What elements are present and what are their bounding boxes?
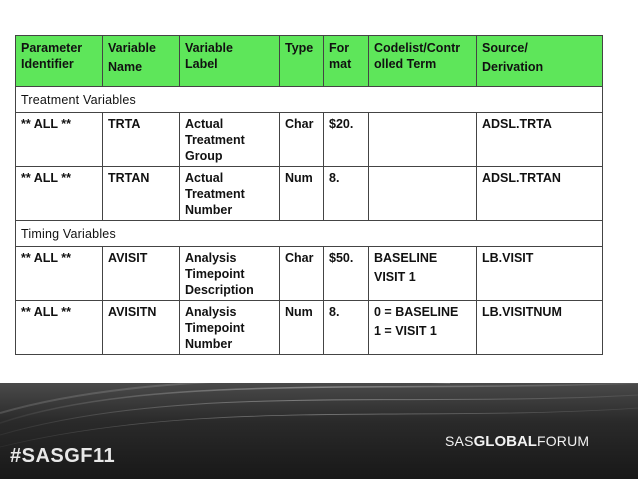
- cell-codelist: [369, 167, 477, 221]
- table-row: [16, 247, 603, 301]
- cell-format: $50.: [324, 247, 369, 301]
- cell-source: ADSL.TRTA: [477, 113, 603, 167]
- cell-variable-name: TRTA: [103, 113, 180, 167]
- header-line: Parameter: [21, 41, 83, 55]
- header-line: Identifier: [21, 57, 74, 71]
- cell-codelist: [369, 301, 477, 355]
- cell-type: Char: [280, 247, 324, 301]
- cell-format: $20.: [324, 113, 369, 167]
- cell-variable-name: TRTAN: [103, 167, 180, 221]
- cell-parameter: ** ALL **: [16, 301, 103, 355]
- section-row: [16, 221, 603, 247]
- header-line: Type: [285, 41, 314, 55]
- header-line: For: [329, 41, 350, 55]
- footer-band: [0, 383, 638, 479]
- cell-parameter: ** ALL **: [16, 247, 103, 301]
- header-line: Name: [108, 60, 143, 74]
- col-header-format: [324, 36, 369, 87]
- cell-variable-name: AVISIT: [103, 247, 180, 301]
- cell-parameter: ** ALL **: [16, 167, 103, 221]
- cell-variable-label: Analysis Timepoint Description: [180, 247, 280, 301]
- col-header-type: [280, 36, 324, 87]
- header-line: Variable: [185, 41, 233, 55]
- cell-parameter: ** ALL **: [16, 113, 103, 167]
- col-header-variable-name: [103, 36, 180, 87]
- cell-type: Num: [280, 167, 324, 221]
- cell-format: 8.: [324, 167, 369, 221]
- header-row: [16, 36, 603, 87]
- header-line: Source/: [482, 41, 528, 55]
- cell-variable-label: Actual Treatment Group: [180, 113, 280, 167]
- cell-source: ADSL.TRTAN: [477, 167, 603, 221]
- logo-text: SAS: [445, 433, 474, 449]
- section-title: Timing Variables: [16, 221, 603, 247]
- table-row: [16, 167, 603, 221]
- section-row: [16, 87, 603, 113]
- cell-type: Char: [280, 113, 324, 167]
- cell-codelist: [369, 113, 477, 167]
- logo-text: FORUM: [536, 433, 590, 449]
- header-line: Label: [185, 57, 218, 71]
- cell-format: 8.: [324, 301, 369, 355]
- cell-source: LB.VISITNUM: [477, 301, 603, 355]
- header-line: olled Term: [374, 57, 437, 71]
- codelist-line: 0 = BASELINE: [374, 305, 459, 319]
- cell-source: LB.VISIT: [477, 247, 603, 301]
- codelist-line: 1 = VISIT 1: [374, 324, 437, 338]
- table-row: [16, 113, 603, 167]
- cell-variable-label: Actual Treatment Number: [180, 167, 280, 221]
- col-header-source-derivation: [477, 36, 603, 87]
- section-title: Treatment Variables: [16, 87, 603, 113]
- col-header-variable-label: [180, 36, 280, 87]
- cell-codelist: [369, 247, 477, 301]
- header-line: Variable: [108, 41, 156, 55]
- cell-variable-label: Analysis Timepoint Number: [180, 301, 280, 355]
- header-line: Codelist/Contr: [374, 41, 461, 55]
- cell-variable-name: AVISITN: [103, 301, 180, 355]
- sas-global-forum-logo: [445, 433, 589, 450]
- variable-spec-table: [15, 35, 603, 355]
- header-line: Derivation: [482, 60, 544, 74]
- header-line: mat: [329, 57, 352, 71]
- logo-text: GLOBAL: [473, 433, 537, 450]
- col-header-codelist: [369, 36, 477, 87]
- cell-type: Num: [280, 301, 324, 355]
- table-row: [16, 301, 603, 355]
- event-hashtag: #SASGF11: [10, 445, 116, 467]
- codelist-line: VISIT 1: [374, 270, 416, 284]
- codelist-line: BASELINE: [374, 251, 438, 265]
- col-header-parameter-identifier: [16, 36, 103, 87]
